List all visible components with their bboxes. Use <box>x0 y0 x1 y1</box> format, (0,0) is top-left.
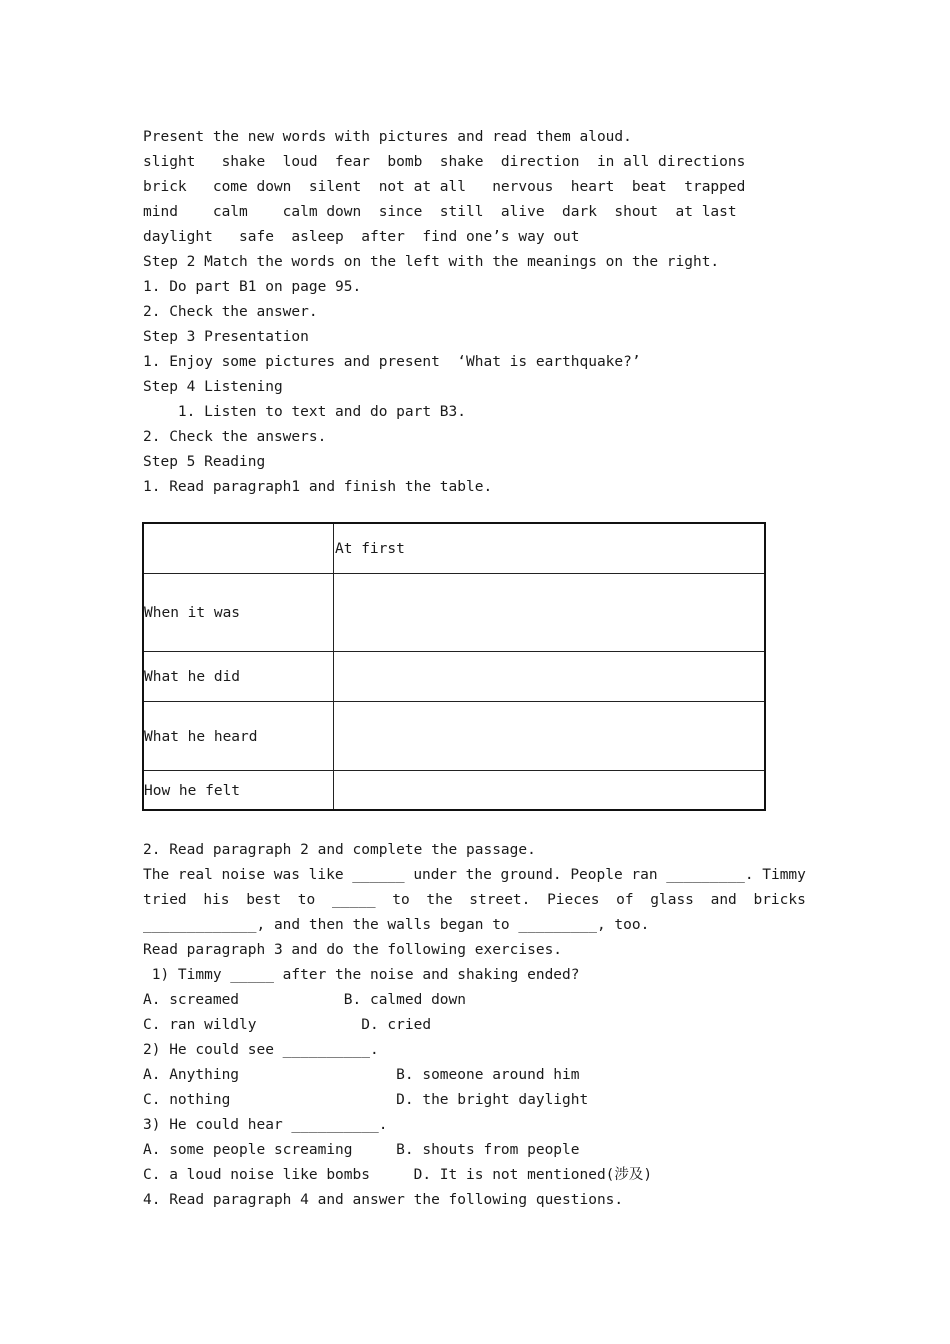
passage-word: his <box>203 892 230 908</box>
passage-word: the <box>465 867 492 883</box>
step-4-heading: Step 4 Listening <box>143 379 283 395</box>
passage-word: bricks <box>753 892 806 908</box>
step-4-item-1: 1. Listen to text and do part B3. <box>143 404 467 420</box>
passage-word: the <box>426 892 453 908</box>
passage-intro: 2. Read paragraph 2 and complete the passage. <box>143 842 536 858</box>
passage-line-3: _____________, and then the walls began to _________, too. <box>143 917 650 933</box>
vocabulary-line-3: mind calm calm down since still alive dark shout at last <box>143 204 737 220</box>
passage-blank[interactable]: _____ <box>331 892 376 908</box>
step-3-heading: Step 3 Presentation <box>143 329 309 345</box>
table-row-label: How he felt <box>144 783 241 799</box>
vocabulary-line-1: slight shake loud fear bomb shake direction in all directions <box>143 154 746 170</box>
step-2-item-1: 1. Do part B1 on page 95. <box>143 279 362 295</box>
table-row-divider <box>144 573 764 574</box>
question-3-options-ab[interactable]: A. some people screaming B. shouts from people <box>143 1142 580 1158</box>
table-row-label: What he heard <box>144 729 258 745</box>
passage-word: ground. <box>500 867 562 883</box>
table-row-divider <box>144 651 764 652</box>
passage-word: noise <box>221 867 266 883</box>
table-row-label: When it was <box>144 605 241 621</box>
question-1: 1) Timmy _____ after the noise and shaking ended? <box>143 967 580 983</box>
question-3-options-cd[interactable]: C. a loud noise like bombs D. It is not mentioned(涉及) <box>143 1167 653 1183</box>
paragraph1-table <box>142 522 766 811</box>
step-3-item-1: 1. Enjoy some pictures and present ‘What is earthquake?’ <box>143 354 641 370</box>
step-5-item-1: 1. Read paragraph1 and finish the table. <box>143 479 493 495</box>
table-column-divider <box>333 524 334 809</box>
passage-word: under <box>413 867 457 883</box>
step-2-item-2: 2. Check the answer. <box>143 304 318 320</box>
vocabulary-line-4: daylight safe asleep after find one’s way out <box>143 229 580 245</box>
instruction-present-words: Present the new words with pictures and read them aloud. <box>143 129 632 145</box>
passage-line-1 <box>143 865 806 885</box>
table-header-at-first: At first <box>335 541 405 557</box>
passage-word: like <box>308 867 344 883</box>
passage-blank[interactable]: _________. <box>666 867 754 883</box>
passage-word: street. <box>469 892 531 908</box>
table-row-divider <box>144 701 764 702</box>
passage-word: real <box>177 867 213 883</box>
passage-word: of <box>616 892 634 908</box>
passage-word: ran <box>631 867 658 883</box>
passage-line-2 <box>143 890 806 910</box>
table-row-divider <box>144 770 764 771</box>
passage-word: to <box>297 892 316 908</box>
passage-word: best <box>246 892 282 908</box>
table-row-label: What he did <box>144 669 241 685</box>
step-5-heading: Step 5 Reading <box>143 454 266 470</box>
passage-word: Timmy <box>762 867 806 883</box>
question-2-options-cd[interactable]: C. nothing D. the bright daylight <box>143 1092 589 1108</box>
passage-blank[interactable]: ______ <box>352 867 405 883</box>
paragraph4-heading: 4. Read paragraph 4 and answer the following questions. <box>143 1192 624 1208</box>
passage-word: and <box>710 892 737 908</box>
passage-word: tried <box>143 892 187 908</box>
question-1-options-ab[interactable]: A. screamed B. calmed down <box>143 992 467 1008</box>
vocabulary-line-2: brick come down silent not at all nervous heart beat trapped <box>143 179 746 195</box>
passage-word: The <box>143 867 170 883</box>
question-2: 2) He could see __________. <box>143 1042 379 1058</box>
passage-word: glass <box>650 892 694 908</box>
question-2-options-ab[interactable]: A. Anything B. someone around him <box>143 1067 580 1083</box>
passage-word: was <box>273 867 300 883</box>
passage-word: People <box>570 867 623 883</box>
paragraph3-heading: Read paragraph 3 and do the following exercises. <box>143 942 563 958</box>
passage-word: to <box>392 892 410 908</box>
question-1-options-cd[interactable]: C. ran wildly D. cried <box>143 1017 432 1033</box>
step-2-heading: Step 2 Match the words on the left with the meanings on the right. <box>143 254 720 270</box>
passage-word: Pieces <box>547 892 600 908</box>
step-4-item-2: 2. Check the answers. <box>143 429 327 445</box>
question-3: 3) He could hear __________. <box>143 1117 388 1133</box>
